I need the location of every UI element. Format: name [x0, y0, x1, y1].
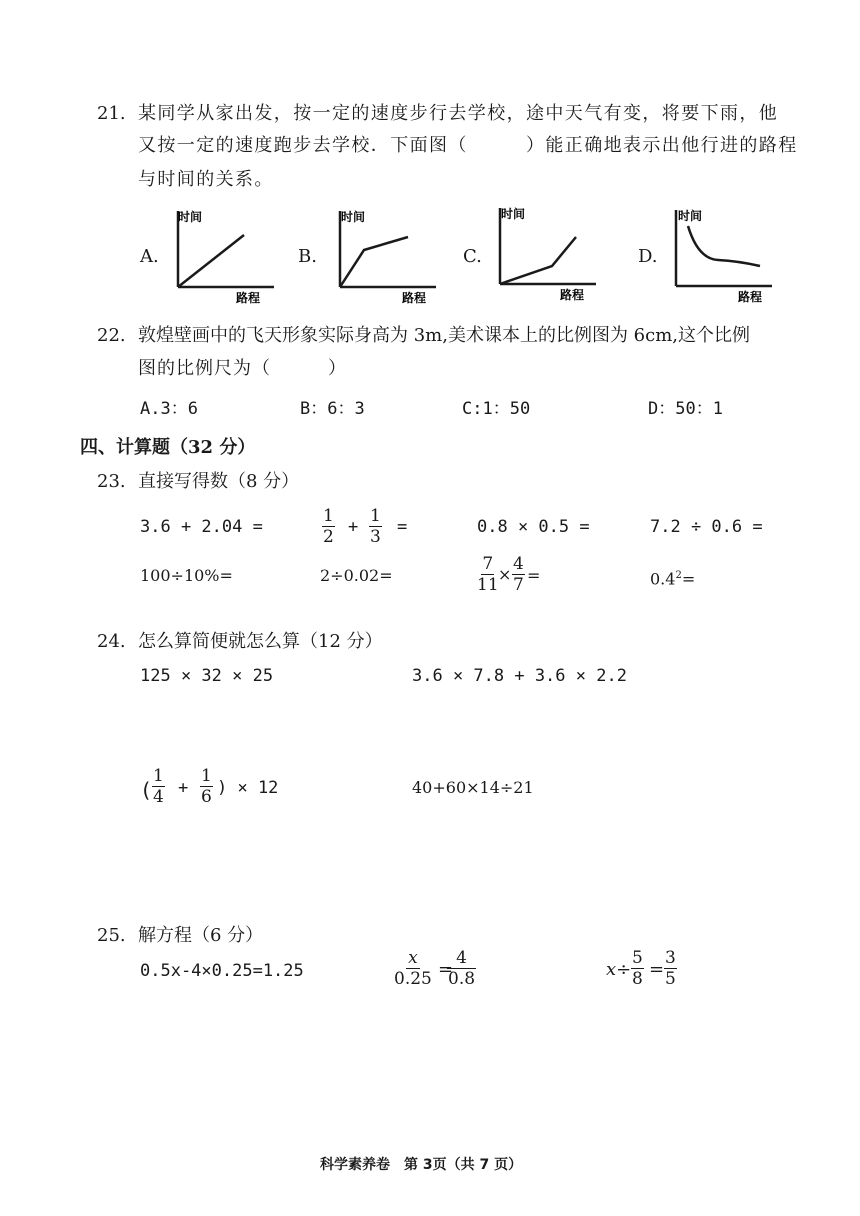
- q21-graph-c: [492, 202, 602, 302]
- q23-row2-item4-exp: 2: [675, 570, 682, 581]
- q24-problem4: 40+60×14÷21: [412, 778, 534, 797]
- q24-problem3-open: (: [140, 778, 153, 802]
- q24-title: 怎么算简便就怎么算（12 分）: [138, 631, 383, 652]
- q21-option-c-label: C.: [463, 246, 482, 267]
- q23-row1-frac1-num: 1: [323, 506, 334, 526]
- q21-graph-b: [334, 205, 444, 305]
- q24-problem3-frac1-num: 1: [153, 766, 164, 786]
- q23-row1-frac2-num: 1: [370, 506, 381, 526]
- q23-row1-frac2: [369, 506, 382, 547]
- q24-problem3-frac2: [200, 766, 213, 807]
- q23-row1-item4: 7.2 ÷ 0.6 =: [650, 517, 763, 537]
- q21-graph-a: [170, 205, 280, 305]
- q23-row2-frac2: [512, 554, 525, 595]
- q24-problem3-plus: +: [178, 778, 189, 798]
- q25-equation2-frac1-den: 0.25: [394, 969, 432, 989]
- q25-number: 25.: [97, 925, 126, 946]
- q23-row2-item3-eq: =: [527, 566, 541, 585]
- q23-row1-item3: 0.8 × 0.5 =: [477, 517, 590, 537]
- q22-option-a: A.3：6: [140, 399, 198, 419]
- q22-text-line2: 图的比例尺为（ ）: [138, 358, 347, 379]
- q23-row2-item2: 2÷0.02=: [320, 566, 393, 585]
- q21-graph-c-y-label: 时间: [501, 207, 526, 221]
- q21-graph-c-x-label: 路程: [560, 288, 585, 302]
- q21-graph-b-y-label: 时间: [341, 210, 366, 224]
- q22-option-c: C:1：50: [462, 399, 531, 419]
- q22-text-line1: 敦煌壁画中的飞天形象实际身高为 3m,美术课本上的比例图为 6cm,这个比例: [138, 325, 751, 346]
- q21-option-b-label: B.: [298, 246, 317, 267]
- q21-text-line3: 与时间的关系。: [138, 169, 274, 190]
- q25-equation3-frac2-num: 3: [665, 948, 676, 968]
- q23-row1-frac1: [322, 506, 335, 547]
- q21-graph-d: [668, 204, 778, 304]
- q21-graph-d-y-label: 时间: [678, 209, 703, 223]
- q21-text-line1: 某同学从家出发，按一定的速度步行去学校，途中天气有变，将要下雨，他: [138, 103, 779, 124]
- q23-row2-item1: 100÷10%=: [140, 566, 233, 585]
- q21-graph-a-x-label: 路程: [236, 291, 261, 305]
- q23-row1-item2-eq: =: [397, 517, 408, 537]
- q23-row2-frac2-den: 7: [513, 575, 524, 595]
- q23-row1-item1: 3.6 + 2.04 =: [140, 517, 263, 537]
- q23-row2-frac1: [476, 554, 500, 595]
- q25-equation3-var: x÷: [606, 959, 632, 980]
- q22-number: 22.: [97, 325, 126, 346]
- q23-row2-frac2-num: 4: [513, 554, 524, 574]
- q25-equation2-frac2: [447, 948, 476, 989]
- q24-number: 24.: [97, 631, 126, 652]
- q23-row1-frac1-den: 2: [323, 527, 334, 547]
- q25-title: 解方程（6 分）: [138, 925, 264, 946]
- q21-graph-d-x-label: 路程: [738, 290, 763, 304]
- q24-problem2: 3.6 × 7.8 + 3.6 × 2.2: [412, 666, 627, 686]
- q25-equation2-frac1-num: x: [408, 948, 418, 968]
- q23-row1-plus: +: [348, 517, 359, 537]
- q21-graph-b-x-label: 路程: [402, 291, 427, 305]
- q23-row2-item4-eq: =: [681, 569, 696, 589]
- q21-graph-a-y-label: 时间: [178, 210, 203, 224]
- q24-problem3-frac2-den: 6: [201, 787, 212, 807]
- q23-row2-frac1-den: 11: [477, 575, 499, 595]
- q24-problem3-frac2-num: 1: [201, 766, 212, 786]
- q24-problem3-close: ) × 12: [217, 778, 279, 798]
- q25-equation2-frac1: [393, 948, 433, 989]
- q21-text-line2: 又按一定的速度跑步去学校．下面图（ ）能正确地表示出他行进的路程: [138, 135, 798, 156]
- q24-problem1: 125 × 32 × 25: [140, 666, 274, 686]
- q23-row2-times: ×: [498, 565, 512, 584]
- q23-number: 23.: [97, 471, 126, 492]
- q23-row1-frac2-den: 3: [370, 527, 381, 547]
- q23-row2-frac1-num: 7: [482, 554, 494, 574]
- q25-equation3-frac1-den: 8: [632, 969, 643, 989]
- q21-option-d-label: D.: [638, 246, 658, 267]
- q23-row2-item4: [650, 566, 695, 589]
- q22-option-b: B：6：3: [300, 399, 365, 419]
- q25-equation3-frac1-num: 5: [632, 948, 643, 968]
- q21-number: 21.: [97, 103, 126, 124]
- q24-problem3-frac1-den: 4: [153, 787, 164, 807]
- q25-equation1: 0.5x-4×0.25=1.25: [140, 961, 304, 981]
- q25-equation3-frac2: [664, 948, 677, 989]
- page-footer: 科学素养卷 第 3页（共 7 页）: [320, 1157, 523, 1173]
- q25-equation2-frac2-num: 4: [447, 948, 476, 969]
- q25-equation2-eq: =: [438, 959, 454, 980]
- q25-equation3-frac2-den: 5: [665, 969, 676, 989]
- q23-row2-item4-base: 0.4: [650, 569, 676, 589]
- q22-option-d: D：50：1: [648, 399, 723, 419]
- q25-equation3-frac1: [631, 948, 644, 989]
- section-heading: 四、计算题（32 分）: [80, 437, 256, 458]
- q21-option-a-label: A.: [140, 246, 159, 267]
- q23-title: 直接写得数（8 分）: [138, 471, 300, 492]
- q25-equation3-eq: =: [649, 959, 665, 980]
- q24-problem3-frac1: [152, 766, 165, 807]
- q25-equation2-frac2-den: 0.8: [448, 969, 476, 989]
